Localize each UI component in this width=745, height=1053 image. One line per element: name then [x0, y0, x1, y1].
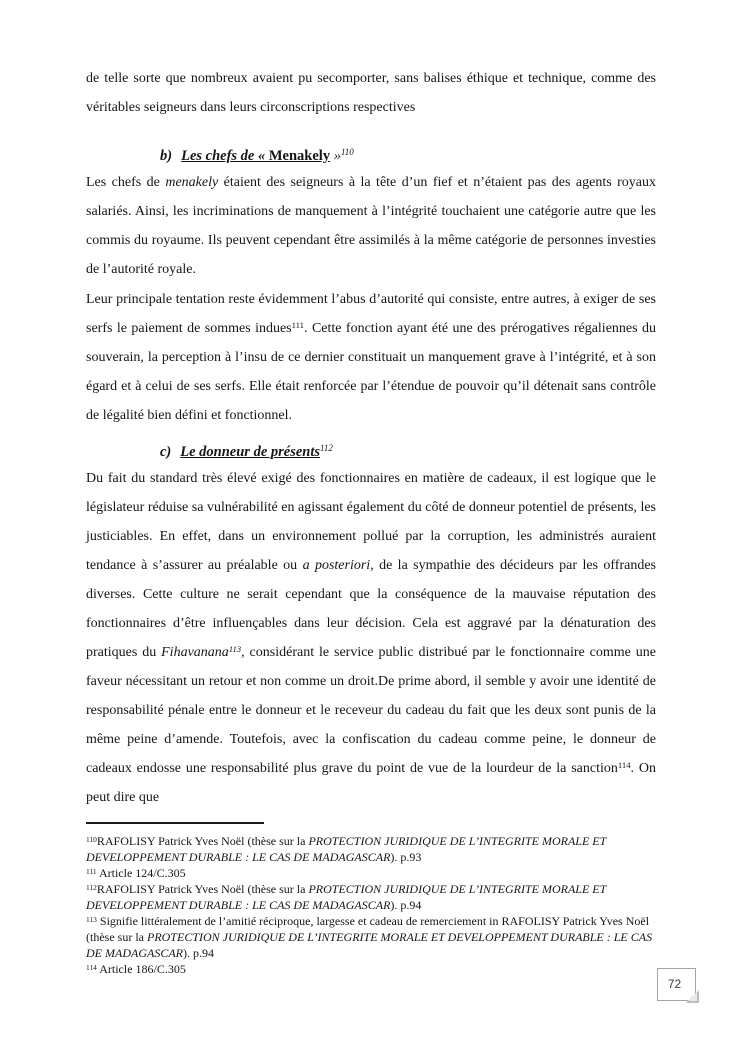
paragraph-intro: de telle sorte que nombreux avaient pu secomporter, sans balises éthique et technique, comme des véritables seigneurs dans leurs circonscriptions respectives	[86, 71, 656, 115]
heading-c-le-donneur-de-presents	[160, 438, 660, 467]
footnote-110	[86, 833, 658, 865]
heading-b-title: Les chefs de « Menakely »$^{110}$	[181, 147, 354, 164]
footnote-113-marker: 113	[86, 914, 97, 924]
paragraph-chefs-menakely: Les chefs de menakely étaient des seigneurs à la tête d’un fief et n’étaient pas des agents royaux salariés. Ainsi, les incriminations de manquement à l’intégrité touchaient une catégorie autre que les commis du royaume. Ils peuvent cependant être assimilés à la même catégorie de personnes investies de l’autorité royale.	[86, 175, 656, 277]
footnote-112	[86, 881, 658, 913]
footnote-113-text: Signifie littéralement de l’amitié réciproque, largesse et cadeau de remerciement in RAFOLISY Patrick Yves Noël (thèse sur la PROTECTION JURIDIQUE DE L’INTEGRITE MORALE ET DEVELOPPEMENT DURABLE : LE CAS DE MADAGASCAR). p.94	[86, 914, 653, 960]
footnote-111	[86, 865, 658, 881]
footnotes-section	[86, 833, 658, 977]
heading-b-les-chefs-de-menakely	[160, 142, 660, 171]
footnote-separator	[86, 822, 264, 824]
footnote-114-marker: 114	[86, 962, 97, 972]
footnote-112-text: RAFOLISY Patrick Yves Noël (thèse sur la PROTECTION JURIDIQUE DE L’INTEGRITE MORALE ET DEVELOPPEMENT DURABLE : LE CAS DE MADAGASCAR). p.94	[86, 882, 607, 912]
footnote-112-marker: 112	[86, 882, 97, 892]
heading-c-prefix: c)	[160, 444, 172, 460]
folded-corner-icon	[686, 990, 699, 1003]
heading-b-prefix: b)	[160, 148, 173, 164]
footnote-111-marker: 111	[86, 866, 97, 876]
page-number: 72	[667, 976, 682, 991]
footnote-111-text: Article 124/C.305	[96, 866, 186, 880]
heading-c-title: Le donneur de présents$^{112}$	[180, 443, 333, 460]
page-number-badge	[657, 968, 696, 1001]
paragraph-tentation: Leur principale tentation reste évidemment l’abus d’autorité qui consiste, entre autres, à exiger de ses serfs le paiement de sommes indues$^{111}$. Cette fonction ayant été une des prérogatives régaliennes du souverain, la perception à l’insu de ce dernier constituait un manquement grave à l’intégrité, et à son égard et à celui de ses serfs. Elle était renforcée par l’étendue de pouvoir qu’il détenait sans contrôle de légalité bien défini et fonctionnel.	[86, 292, 656, 423]
footnote-110-marker: 110	[86, 834, 97, 844]
footnote-110-text: RAFOLISY Patrick Yves Noël (thèse sur la PROTECTION JURIDIQUE DE L’INTEGRITE MORALE ET DEVELOPPEMENT DURABLE : LE CAS DE MADAGASCAR). p.93	[86, 834, 607, 864]
footnote-114	[86, 961, 658, 977]
footnote-114-text: Article 186/C.305	[96, 962, 186, 976]
paragraph-donneur: Du fait du standard très élevé exigé des fonctionnaires en matière de cadeaux, il est logique que le législateur réduise sa vulnérabilité en agissant également du côté de donneur potentiel de présents, les justiciables. En effet, dans un environnement pollué par la corruption, les administrés auraient tendance à s’assurer au préalable ou a posteriori, de la sympathie des décideurs par les offrandes diverses. Cette culture ne serait cependant que la conséquence de la mauvaise réputation des fonctionnaires d’être influençables dans leur décision. Cela est aggravé par la dénaturation des pratiques du Fihavanana$^{113}$, considérant le service public distribué par le fonctionnaire comme une faveur nécessitant un retour et non comme un droit.De prime abord, il semble y avoir une identité de responsabilité pénale entre le donneur et le receveur du cadeau du fait que les deux sont punis de la même peine d’amende. Toutefois, avec la confiscation du cadeau comme peine, le donneur de cadeaux endosse une responsabilité plus grave du point de vue de la lourdeur de la sanction$^{114}$. On peut dire que	[86, 471, 656, 805]
footnote-113	[86, 913, 658, 961]
